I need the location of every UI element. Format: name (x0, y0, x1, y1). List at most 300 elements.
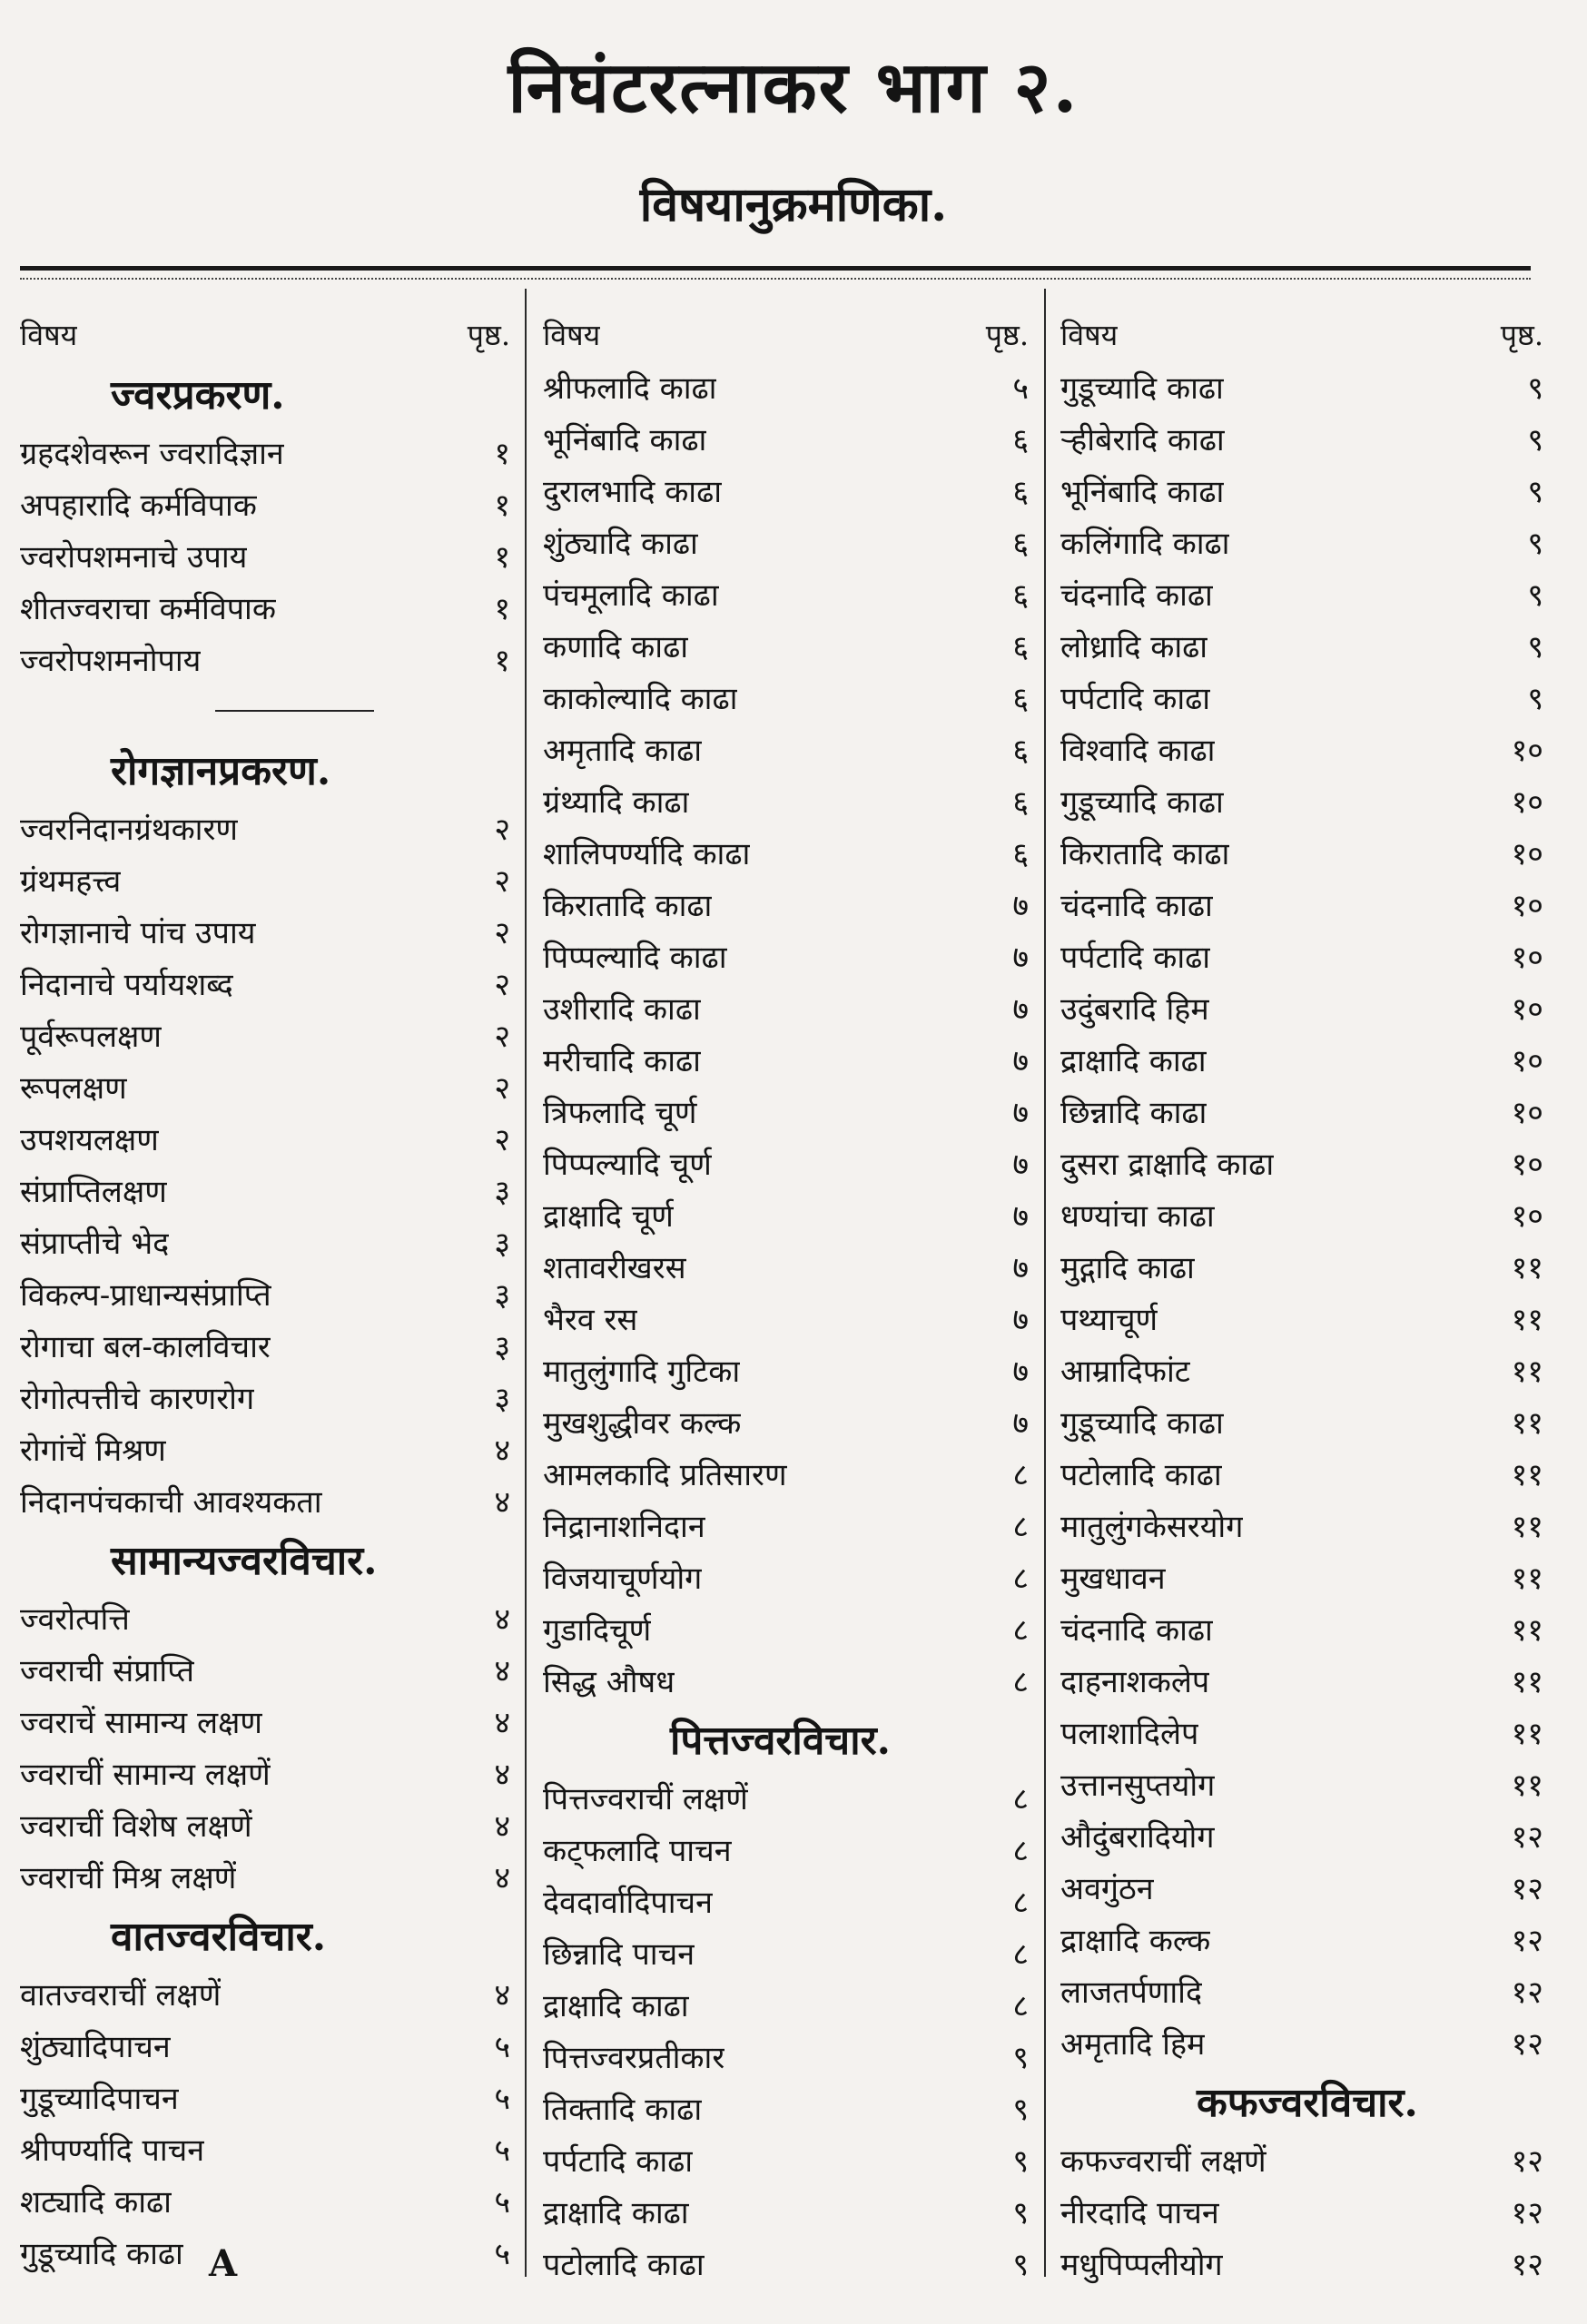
entry-title: रूपलक्षण (20, 1069, 127, 1107)
entry-page: १२ (1511, 1922, 1543, 1959)
header-rule-dotted (20, 278, 1531, 280)
entry-page: २ (494, 966, 510, 1003)
entry-page: ८ (1012, 1832, 1029, 1869)
entry-page: २ (494, 1121, 510, 1158)
entry-page: ८ (1012, 1884, 1029, 1921)
index-entry (543, 723, 1029, 774)
entry-title: वातज्वराचीं लक्षणें (20, 1976, 222, 2014)
index-entry (543, 516, 1029, 567)
index-entry (1060, 1085, 1543, 1137)
entry-page: ४ (494, 1600, 510, 1638)
entry-page: ७ (1012, 1353, 1029, 1390)
entry-title: गुडूच्यादिपाचन (20, 2080, 179, 2117)
entry-title: मरीचादि काढा (543, 1042, 701, 1079)
entry-page: ८ (1012, 1611, 1029, 1649)
entry-title: अमृतादि काढा (543, 732, 703, 769)
index-entry (1060, 1137, 1543, 1188)
index-entry (1060, 723, 1543, 774)
entry-title: मुखशुद्धीवर कल्क (543, 1404, 742, 1442)
entry-page: ४ (494, 1756, 510, 1793)
entry-page: ८ (1012, 1780, 1029, 1817)
index-entry (543, 1551, 1029, 1602)
index-entry (1060, 2016, 1543, 2068)
index-column-1 (20, 309, 510, 2297)
index-entry (1060, 1292, 1543, 1344)
index-entry (1060, 1809, 1543, 1861)
column-header (20, 309, 510, 360)
section-heading: ज्वरप्रकरण. (111, 372, 285, 419)
index-entry (543, 1654, 1029, 1706)
entry-title: संप्राप्तिलक्षण (20, 1173, 167, 1210)
index-entry (20, 1643, 510, 1695)
entry-title: मातुलुंगादि गुटिका (543, 1353, 741, 1390)
index-entry (543, 1240, 1029, 1292)
entry-page: १२ (1511, 2246, 1543, 2283)
entry-title: ज्वराचीं विशेष लक्षणें (20, 1807, 252, 1845)
entry-page: ४ (494, 1859, 510, 1896)
index-entry (1060, 1913, 1543, 1965)
entry-title: द्राक्षादि चूर्ण (543, 1197, 674, 1235)
entry-page: ७ (1012, 887, 1029, 924)
entry-page: ६ (1012, 628, 1029, 665)
index-entry (20, 1798, 510, 1850)
entry-title: लाजतर्पणादि (1060, 1974, 1203, 2011)
index-entry (543, 1395, 1029, 1447)
index-entry (20, 1850, 510, 1902)
entry-title: पलाशादिलेप (1060, 1715, 1199, 1752)
entry-title: निद्रानाशनिदान (543, 1508, 705, 1545)
entry-page: ९ (1527, 628, 1543, 665)
index-entry (1060, 1499, 1543, 1551)
entry-page: १० (1511, 990, 1543, 1028)
index-entry (1060, 2237, 1543, 2289)
index-entry (543, 878, 1029, 930)
index-entry (543, 1978, 1029, 2030)
index-entry (543, 2030, 1029, 2082)
entry-title: पिप्पल्यादि चूर्ण (543, 1146, 712, 1183)
index-entry (543, 1875, 1029, 1926)
entry-page: ८ (1012, 1987, 1029, 2024)
section-heading: रोगज्ञानप्रकरण. (111, 748, 331, 794)
index-entry (20, 853, 510, 905)
index-entry (543, 2133, 1029, 2185)
entry-title: कट्फलादि पाचन (543, 1832, 732, 1869)
index-entry (20, 1591, 510, 1643)
entry-page: ११ (1511, 1560, 1543, 1597)
entry-page: ६ (1012, 525, 1029, 562)
entry-title: शुंठ्यादिपाचन (20, 2028, 171, 2065)
entry-title: द्राक्षादि कल्क (1060, 1922, 1211, 1959)
index-entry (543, 1085, 1029, 1137)
index-entry (20, 581, 510, 633)
entry-title: त्रिफलादि चूर्ण (543, 1094, 697, 1131)
index-entry (543, 1926, 1029, 1978)
entry-title: उत्तानसुप्तयोग (1060, 1767, 1216, 1804)
entry-title: रोगज्ञानाचे पांच उपाय (20, 914, 256, 951)
index-entry (543, 671, 1029, 723)
section-heading: पित्तज्वरविचार. (670, 1718, 891, 1764)
index-entry (1060, 1602, 1543, 1654)
entry-page: ४ (494, 1704, 510, 1741)
entry-page: १२ (1511, 1870, 1543, 1907)
entry-title: उदुंबरादि हिम (1060, 990, 1209, 1028)
index-entry (543, 930, 1029, 981)
entry-page: १ (494, 538, 510, 576)
index-entry (20, 905, 510, 957)
entry-page: १० (1511, 1197, 1543, 1235)
index-entry (20, 802, 510, 853)
entry-page: ७ (1012, 1146, 1029, 1183)
entry-page: ४ (494, 1807, 510, 1845)
index-entry (1060, 1551, 1543, 1602)
index-entry (543, 1344, 1029, 1395)
entry-title: श्रीपर्ण्यादि पाचन (20, 2132, 205, 2169)
entry-title: पथ्याचूर्ण (1060, 1301, 1158, 1338)
entry-page: १० (1511, 1146, 1543, 1183)
index-entry (1060, 774, 1543, 826)
entry-page: ९ (1527, 369, 1543, 407)
entry-page: १२ (1511, 2194, 1543, 2231)
entry-page: ८ (1012, 1508, 1029, 1545)
entry-title: नीरदादि पाचन (1060, 2194, 1219, 2231)
entry-title: ग्रहदशेवरून ज्वरादिज्ञान (20, 435, 284, 472)
entry-page: १ (494, 435, 510, 472)
book-title: निघंटरत्नाकर भाग २. (508, 46, 1079, 129)
index-entry (1060, 1395, 1543, 1447)
section-heading: कफज्वरविचार. (1197, 2080, 1418, 2126)
entry-page: १ (494, 590, 510, 627)
entry-page: १० (1511, 732, 1543, 769)
entry-page: ७ (1012, 1197, 1029, 1235)
entry-page: २ (494, 1018, 510, 1055)
index-entry (543, 1499, 1029, 1551)
entry-title: विजयाचूर्णयोग (543, 1560, 703, 1597)
entry-page: ११ (1511, 1249, 1543, 1286)
entry-title: अमृतादि हिम (1060, 2025, 1206, 2063)
entry-title: रोगांचें मिश्रण (20, 1432, 166, 1469)
entry-page: ९ (1012, 2039, 1029, 2076)
index-entry (20, 1164, 510, 1216)
entry-title: तिक्तादि काढा (543, 2091, 703, 2128)
index-entry (543, 360, 1029, 412)
page-header: पृष्ठ. (985, 318, 1029, 352)
index-entry (543, 567, 1029, 619)
entry-page: ८ (1012, 1456, 1029, 1493)
entry-title: गुडादिचूर्ण (543, 1611, 652, 1649)
index-entry (20, 426, 510, 478)
entry-page: ९ (1527, 525, 1543, 562)
entry-page: ८ (1012, 1935, 1029, 1973)
entry-page: ९ (1012, 2246, 1029, 2283)
entry-page: १२ (1511, 2142, 1543, 2180)
signature-mark: A (209, 2242, 238, 2285)
entry-page: २ (494, 914, 510, 951)
entry-page: ७ (1012, 939, 1029, 976)
entry-page: ३ (494, 1225, 510, 1262)
index-entry (543, 2082, 1029, 2133)
index-entry (1060, 1758, 1543, 1809)
entry-title: ज्वरोपशमनोपाय (20, 642, 202, 679)
entry-page: ४ (494, 1483, 510, 1521)
entry-page: ९ (1527, 680, 1543, 717)
entry-title: चंदनादि काढा (1060, 887, 1213, 924)
entry-title: पित्तज्वरप्रतीकार (543, 2039, 725, 2076)
index-entry (20, 2226, 510, 2278)
index-entry (543, 1823, 1029, 1875)
entry-page: ११ (1511, 1353, 1543, 1390)
entry-page: ६ (1012, 835, 1029, 872)
index-entry (1060, 930, 1543, 981)
entry-title: गुडूच्यादि काढा (20, 2235, 183, 2272)
entry-page: ७ (1012, 1042, 1029, 1079)
entry-page: ३ (494, 1276, 510, 1314)
index-entry (543, 2237, 1029, 2289)
index-entry (20, 1423, 510, 1474)
entry-title: ग्रंथमहत्त्व (20, 862, 122, 900)
entry-page: १२ (1511, 2025, 1543, 2063)
entry-title: ज्वरोपशमनाचे उपाय (20, 538, 248, 576)
entry-title: ग्रंथ्यादि काढा (543, 783, 690, 821)
column-divider (1044, 289, 1046, 2277)
separator-rule (215, 710, 374, 712)
entry-title: भूनिंबादि काढा (1060, 473, 1225, 510)
index-entry (1060, 1447, 1543, 1499)
entry-title: आमलकादि प्रतिसारण (543, 1456, 787, 1493)
entry-page: २ (494, 811, 510, 848)
index-entry (543, 1188, 1029, 1240)
entry-title: देवदार्वादिपाचन (543, 1884, 713, 1921)
index-entry (1060, 1706, 1543, 1758)
entry-page: ७ (1012, 1094, 1029, 1131)
entry-title: चंदनादि काढा (1060, 576, 1213, 614)
entry-page: १० (1511, 1042, 1543, 1079)
entry-title: ऱ्हीबेरादि काढा (1060, 421, 1225, 458)
entry-page: ९ (1527, 473, 1543, 510)
entry-page: १२ (1511, 1974, 1543, 2011)
index-entry (543, 2185, 1029, 2237)
entry-page: ४ (494, 1652, 510, 1689)
entry-title: छिन्नादि काढा (1060, 1094, 1208, 1131)
entry-page: ८ (1012, 1560, 1029, 1597)
subject-header: विषय (1060, 318, 1119, 352)
entry-title: मातुलुंगकेसरयोग (1060, 1508, 1244, 1545)
index-entry (20, 1060, 510, 1112)
entry-title: उशीरादि काढा (543, 990, 701, 1028)
index-entry (543, 826, 1029, 878)
index-entry (20, 1319, 510, 1371)
entry-page: ८ (1012, 1663, 1029, 1700)
index-entry (1060, 1861, 1543, 1913)
entry-title: किरातादि काढा (1060, 835, 1230, 872)
entry-title: निदानाचे पर्यायशब्द (20, 966, 233, 1003)
index-entry (20, 2019, 510, 2071)
entry-page: १० (1511, 783, 1543, 821)
index-entry (543, 1771, 1029, 1823)
index-entry (1060, 878, 1543, 930)
index-column-3 (1060, 309, 1543, 2297)
index-entry (1060, 2185, 1543, 2237)
entry-page: ११ (1511, 1301, 1543, 1338)
index-entry (1060, 826, 1543, 878)
entry-title: दाहनाशकलेप (1060, 1663, 1210, 1700)
entry-page: ९ (1527, 576, 1543, 614)
index-entry (1060, 1965, 1543, 2016)
entry-page: ५ (494, 2028, 510, 2065)
entry-title: शुंठ्यादि काढा (543, 525, 698, 562)
index-entry (20, 1216, 510, 1267)
index-entry (543, 1602, 1029, 1654)
entry-title: विश्वादि काढा (1060, 732, 1216, 769)
entry-page: १२ (1511, 1818, 1543, 1856)
entry-page: ७ (1012, 1249, 1029, 1286)
entry-page: ११ (1511, 1767, 1543, 1804)
entry-title: काकोल्यादि काढा (543, 680, 738, 717)
index-entry (1060, 464, 1543, 516)
entry-page: ७ (1012, 1404, 1029, 1442)
index-entry (1060, 1654, 1543, 1706)
entry-title: निदानपंचकाची आवश्यकता (20, 1483, 322, 1521)
entry-title: गुडूच्यादि काढा (1060, 369, 1224, 407)
index-entry (1060, 2133, 1543, 2185)
entry-title: सिद्ध औषध (543, 1663, 675, 1700)
entry-title: मुद्गादि काढा (1060, 1249, 1195, 1286)
entry-title: दुरालभादि काढा (543, 473, 723, 510)
entry-page: ४ (494, 1976, 510, 2014)
entry-page: ५ (494, 2183, 510, 2221)
entry-page: ५ (494, 2132, 510, 2169)
index-entry (1060, 1240, 1543, 1292)
index-subtitle: विषयानुक्रमणिका. (639, 177, 948, 232)
index-entry (1060, 412, 1543, 464)
entry-title: पित्तज्वराचीं लक्षणें (543, 1780, 748, 1817)
subject-header: विषय (543, 318, 601, 352)
entry-page: १ (494, 642, 510, 679)
entry-title: पंचमूलादि काढा (543, 576, 719, 614)
index-entry (543, 981, 1029, 1033)
entry-title: शतावरीखरस (543, 1249, 686, 1286)
index-entry (543, 1137, 1029, 1188)
entry-title: गुडूच्यादि काढा (1060, 1404, 1224, 1442)
entry-page: ३ (494, 1173, 510, 1210)
entry-title: ज्वराचीं सामान्य लक्षणें (20, 1756, 271, 1793)
entry-page: ३ (494, 1380, 510, 1417)
entry-title: दुसरा द्राक्षादि काढा (1060, 1146, 1275, 1183)
index-entry (20, 1267, 510, 1319)
index-entry (1060, 1188, 1543, 1240)
entry-title: धण्यांचा काढा (1060, 1197, 1215, 1235)
entry-page: ३ (494, 1328, 510, 1365)
entry-title: पिप्पल्यादि काढा (543, 939, 727, 976)
entry-page: ११ (1511, 1663, 1543, 1700)
index-entry (20, 2122, 510, 2174)
index-entry (543, 464, 1029, 516)
entry-page: ११ (1511, 1456, 1543, 1493)
entry-page: ६ (1012, 576, 1029, 614)
index-column-2 (543, 309, 1029, 2297)
section-heading: वातज्वरविचार. (111, 1914, 327, 1960)
entry-title: पूर्वरूपलक्षण (20, 1018, 162, 1055)
entry-page: ६ (1012, 421, 1029, 458)
entry-page: ७ (1012, 990, 1029, 1028)
entry-title: विकल्प-प्राधान्यसंप्राप्ति (20, 1276, 271, 1314)
entry-page: ९ (1527, 421, 1543, 458)
index-entry (543, 1292, 1029, 1344)
entry-title: रोगोत्पत्तीचे कारणरोग (20, 1380, 255, 1417)
entry-title: रोगाचा बल-कालविचार (20, 1328, 271, 1365)
entry-page: ११ (1511, 1715, 1543, 1752)
entry-title: उपशयलक्षण (20, 1121, 159, 1158)
entry-title: कफज्वराचीं लक्षणें (1060, 2142, 1267, 2180)
entry-page: ५ (494, 2235, 510, 2272)
entry-title: भैरव रस (543, 1301, 638, 1338)
entry-title: श्रीफलादि काढा (543, 369, 717, 407)
index-entry (1060, 1033, 1543, 1085)
index-entry (20, 2174, 510, 2226)
entry-title: मुखधावन (1060, 1560, 1166, 1597)
entry-title: गुडूच्यादि काढा (1060, 783, 1224, 821)
entry-page: ११ (1511, 1404, 1543, 1442)
index-entry (20, 1695, 510, 1747)
entry-title: शट्यादि काढा (20, 2183, 172, 2221)
page-header: पृष्ठ. (467, 318, 510, 352)
index-entry (20, 1474, 510, 1526)
entry-page: १० (1511, 887, 1543, 924)
entry-title: अपहारादि कर्मविपाक (20, 487, 257, 524)
index-entry (20, 478, 510, 529)
entry-title: आम्रादिफांट (1060, 1353, 1190, 1390)
page-header: पृष्ठ. (1500, 318, 1543, 352)
entry-page: ६ (1012, 680, 1029, 717)
entry-page: २ (494, 1069, 510, 1107)
index-entry (1060, 567, 1543, 619)
entry-page: ५ (1012, 369, 1029, 407)
column-divider (525, 289, 527, 2277)
index-entry (1060, 516, 1543, 567)
index-entry (20, 1371, 510, 1423)
subject-header: विषय (20, 318, 78, 352)
column-header (1060, 309, 1543, 360)
index-entry (20, 529, 510, 581)
entry-title: पर्पटादि काढा (1060, 680, 1211, 717)
index-entry (1060, 671, 1543, 723)
entry-title: ज्वराचें सामान्य लक्षण (20, 1704, 262, 1741)
index-entry (543, 1033, 1029, 1085)
index-entry (543, 774, 1029, 826)
entry-page: ५ (494, 2080, 510, 2117)
index-entry (20, 2071, 510, 2122)
entry-title: ज्वरनिदानग्रंथकारण (20, 811, 238, 848)
entry-title: किरातादि काढा (543, 887, 713, 924)
entry-page: १० (1511, 1094, 1543, 1131)
entry-page: ७ (1012, 1301, 1029, 1338)
entry-page: ६ (1012, 783, 1029, 821)
entry-title: द्राक्षादि काढा (543, 1987, 689, 2024)
entry-page: १० (1511, 835, 1543, 872)
entry-title: संप्राप्तीचे भेद (20, 1225, 170, 1262)
entry-page: ११ (1511, 1508, 1543, 1545)
entry-title: चंदनादि काढा (1060, 1611, 1213, 1649)
index-entry (20, 1112, 510, 1164)
entry-title: शीतज्वराचा कर्मविपाक (20, 590, 276, 627)
entry-title: कणादि काढा (543, 628, 689, 665)
index-entry (20, 957, 510, 1009)
entry-page: १० (1511, 939, 1543, 976)
index-entry (20, 1967, 510, 2019)
entry-title: पर्पटादि काढा (1060, 939, 1211, 976)
entry-page: १ (494, 487, 510, 524)
entry-title: ज्वराचीं मिश्र लक्षणें (20, 1859, 237, 1896)
entry-title: पटोलादि काढा (543, 2246, 705, 2283)
